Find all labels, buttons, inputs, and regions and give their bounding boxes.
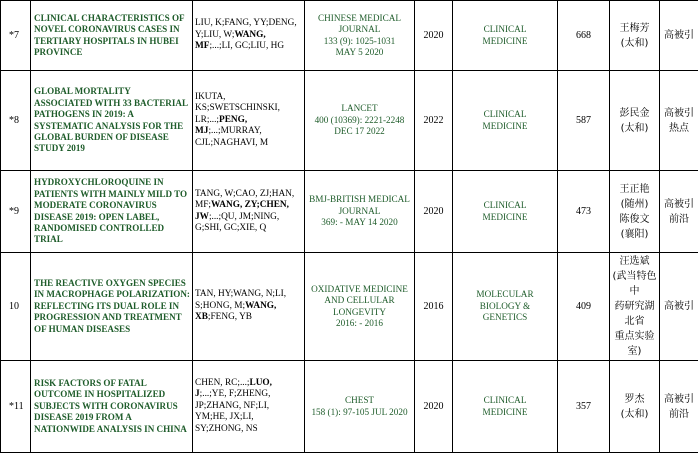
affiliation-line: 彭民金 (612, 106, 657, 121)
source-line: 2016: - 2016 (307, 318, 412, 329)
affiliation-line: 王正艳 (612, 182, 657, 197)
table-row (1, 171, 698, 253)
authors-text: TANG, W;CAO, ZJ;HAN, MF; (195, 189, 294, 210)
citation-flag (660, 71, 698, 171)
affiliation-line: 王梅芳 (612, 21, 657, 36)
flag-line: 高被引 (662, 197, 696, 212)
source-line: LONGEVITY (307, 307, 412, 318)
affiliation-line: (太和) (612, 121, 657, 136)
category-line: CLINICAL (455, 200, 555, 211)
category-line: MEDICINE (455, 36, 555, 47)
table-row (1, 71, 698, 171)
article-authors (193, 171, 305, 253)
flag-line: 高被引 (662, 392, 696, 407)
flag-line: 高被引 (662, 28, 696, 43)
source-line: AND CELLULAR (307, 295, 412, 306)
table-row (1, 1, 698, 71)
journal-source (305, 361, 415, 453)
category-line: CLINICAL (455, 24, 555, 35)
category-line: CLINICAL (455, 395, 555, 406)
table-row (1, 361, 698, 453)
source-line: JOURNAL (307, 24, 412, 35)
affiliation-line: (襄阳) (612, 227, 657, 242)
citation-count: 473 (558, 171, 610, 253)
affiliation-line: (随州) (612, 197, 657, 212)
citation-count: 668 (558, 1, 610, 71)
article-title[interactable]: CLINICAL CHARACTERISTICS OF NOVEL CORONAVIRUS CASES IN TERTIARY HOSPITALS IN HUBEI PROVINCE (31, 1, 193, 71)
category-line: MEDICINE (455, 212, 555, 223)
source-line: LANCET (307, 103, 412, 114)
author-affiliation (610, 253, 660, 361)
citation-flag (660, 361, 698, 453)
affiliation-line: 药研究湖北省 (612, 299, 657, 329)
publication-year: 2020 (415, 171, 453, 253)
affiliation-line: 汪选斌 (612, 254, 657, 269)
article-title[interactable]: RISK FACTORS OF FATAL OUTCOME IN HOSPITALIZED SUBJECTS WITH CORONAVIRUS DISEASE 2019 FROM A NATIONWIDE ANALYSIS IN CHINA (31, 361, 193, 453)
subject-category (453, 71, 558, 171)
journal-source (305, 253, 415, 361)
row-number: *8 (1, 71, 31, 171)
authors-text: CHEN, RC;...; (195, 378, 250, 388)
authors-text: ;...;MURRAY, CJL;NAGHAVI, M (195, 126, 268, 147)
citation-flag (660, 1, 698, 71)
author-affiliation (610, 71, 660, 171)
source-line: 158 (1): 97-105 JUL 2020 (307, 407, 412, 418)
source-line: JOURNAL (307, 206, 412, 217)
flag-line: 高被引 (662, 106, 696, 121)
source-line: DEC 17 2022 (307, 126, 412, 137)
subject-category (453, 253, 558, 361)
article-authors (193, 71, 305, 171)
author-affiliation (610, 1, 660, 71)
article-authors (193, 361, 305, 453)
affiliation-line: (太和) (612, 36, 657, 51)
subject-category (453, 361, 558, 453)
article-authors (193, 253, 305, 361)
category-line: GENETICS (455, 312, 555, 323)
authors-highlighted: PENG, MJ (195, 115, 247, 136)
subject-category (453, 1, 558, 71)
journal-source (305, 171, 415, 253)
category-line: CLINICAL (455, 109, 555, 120)
source-line: CHEST (307, 395, 412, 406)
affiliation-line: 陈俊文 (612, 212, 657, 227)
journal-source (305, 71, 415, 171)
source-line: MAY 5 2020 (307, 47, 412, 58)
article-title[interactable]: GLOBAL MORTALITY ASSOCIATED WITH 33 BACTERIAL PATHOGENS IN 2019: A SYSTEMATIC ANALYSIS FOR THE GLOBAL BURDEN OF DISEASE STUDY 2019 (31, 71, 193, 171)
table-row (1, 253, 698, 361)
source-line: 400 (10369): 2221-2248 (307, 115, 412, 126)
source-line: CHINESE MEDICAL (307, 13, 412, 24)
authors-text: ;...;YE, F;ZHENG, JP;ZHANG, NF;LI, YM;HE, JX;LI, SY;ZHONG, NS (195, 389, 270, 433)
row-number: *7 (1, 1, 31, 71)
authors-highlighted: WANG, ZY;CHEN, JW (195, 200, 289, 221)
category-line: MEDICINE (455, 407, 555, 418)
source-line: 133 (9): 1025-1031 (307, 36, 412, 47)
authors-text: IKUTA, KS;SWETSCHINSKI, LR;...; (195, 92, 280, 125)
authors-highlighted: LUO, J (195, 378, 272, 399)
publication-year: 2020 (415, 361, 453, 453)
affiliation-line: 重点实验室) (612, 329, 657, 359)
category-line: MOLECULAR (455, 289, 555, 300)
affiliation-line: 罗杰 (612, 392, 657, 407)
citation-count: 357 (558, 361, 610, 453)
authors-text: ;FENG, YB (208, 312, 252, 322)
affiliation-line: (太和) (612, 407, 657, 422)
citation-count: 409 (558, 253, 610, 361)
article-authors (193, 1, 305, 71)
table-body (1, 1, 698, 453)
article-title[interactable]: THE REACTIVE OXYGEN SPECIES IN MACROPHAGE POLARIZATION: REFLECTING ITS DUAL ROLE IN PROGRESSION AND TREATMENT OF HUMAN DISEASES (31, 253, 193, 361)
authors-text: TAN, HY;WANG, N;LI, S;HONG, M; (195, 289, 286, 310)
publication-year: 2020 (415, 1, 453, 71)
authors-text: ;...;LI, GC;LIU, HG (209, 41, 284, 51)
authors-highlighted: WANG, XB (195, 301, 276, 322)
source-line: BMJ-BRITISH MEDICAL (307, 194, 412, 205)
row-number: 10 (1, 253, 31, 361)
author-affiliation (610, 361, 660, 453)
flag-line: 热点 (662, 121, 696, 136)
article-title[interactable]: HYDROXYCHLOROQUINE IN PATIENTS WITH MAINLY MILD TO MODERATE CORONAVIRUS DISEASE 2019: OPEN LABEL, RANDOMISED CONTROLLED TRIAL (31, 171, 193, 253)
category-line: BIOLOGY & (455, 301, 555, 312)
subject-category (453, 171, 558, 253)
publication-year: 2016 (415, 253, 453, 361)
authors-text: ;...;QU, JM;NING, G;SHI, GC;XIE, Q (195, 212, 279, 233)
author-affiliation (610, 171, 660, 253)
publication-year: 2022 (415, 71, 453, 171)
authors-text: LIU, K;FANG, YY;DENG, Y;LIU, W; (195, 18, 297, 39)
citation-flag (660, 253, 698, 361)
citation-count: 587 (558, 71, 610, 171)
category-line: MEDICINE (455, 121, 555, 132)
citation-flag (660, 171, 698, 253)
row-number: *9 (1, 171, 31, 253)
flag-line: 前沿 (662, 407, 696, 422)
affiliation-line: (武当特色中 (612, 269, 657, 299)
source-line: OXIDATIVE MEDICINE (307, 284, 412, 295)
flag-line: 高被引 (662, 299, 696, 314)
authors-highlighted: WANG, MF (195, 30, 266, 51)
row-number: *11 (1, 361, 31, 453)
journal-source (305, 1, 415, 71)
source-line: 369: - MAY 14 2020 (307, 217, 412, 228)
flag-line: 前沿 (662, 212, 696, 227)
